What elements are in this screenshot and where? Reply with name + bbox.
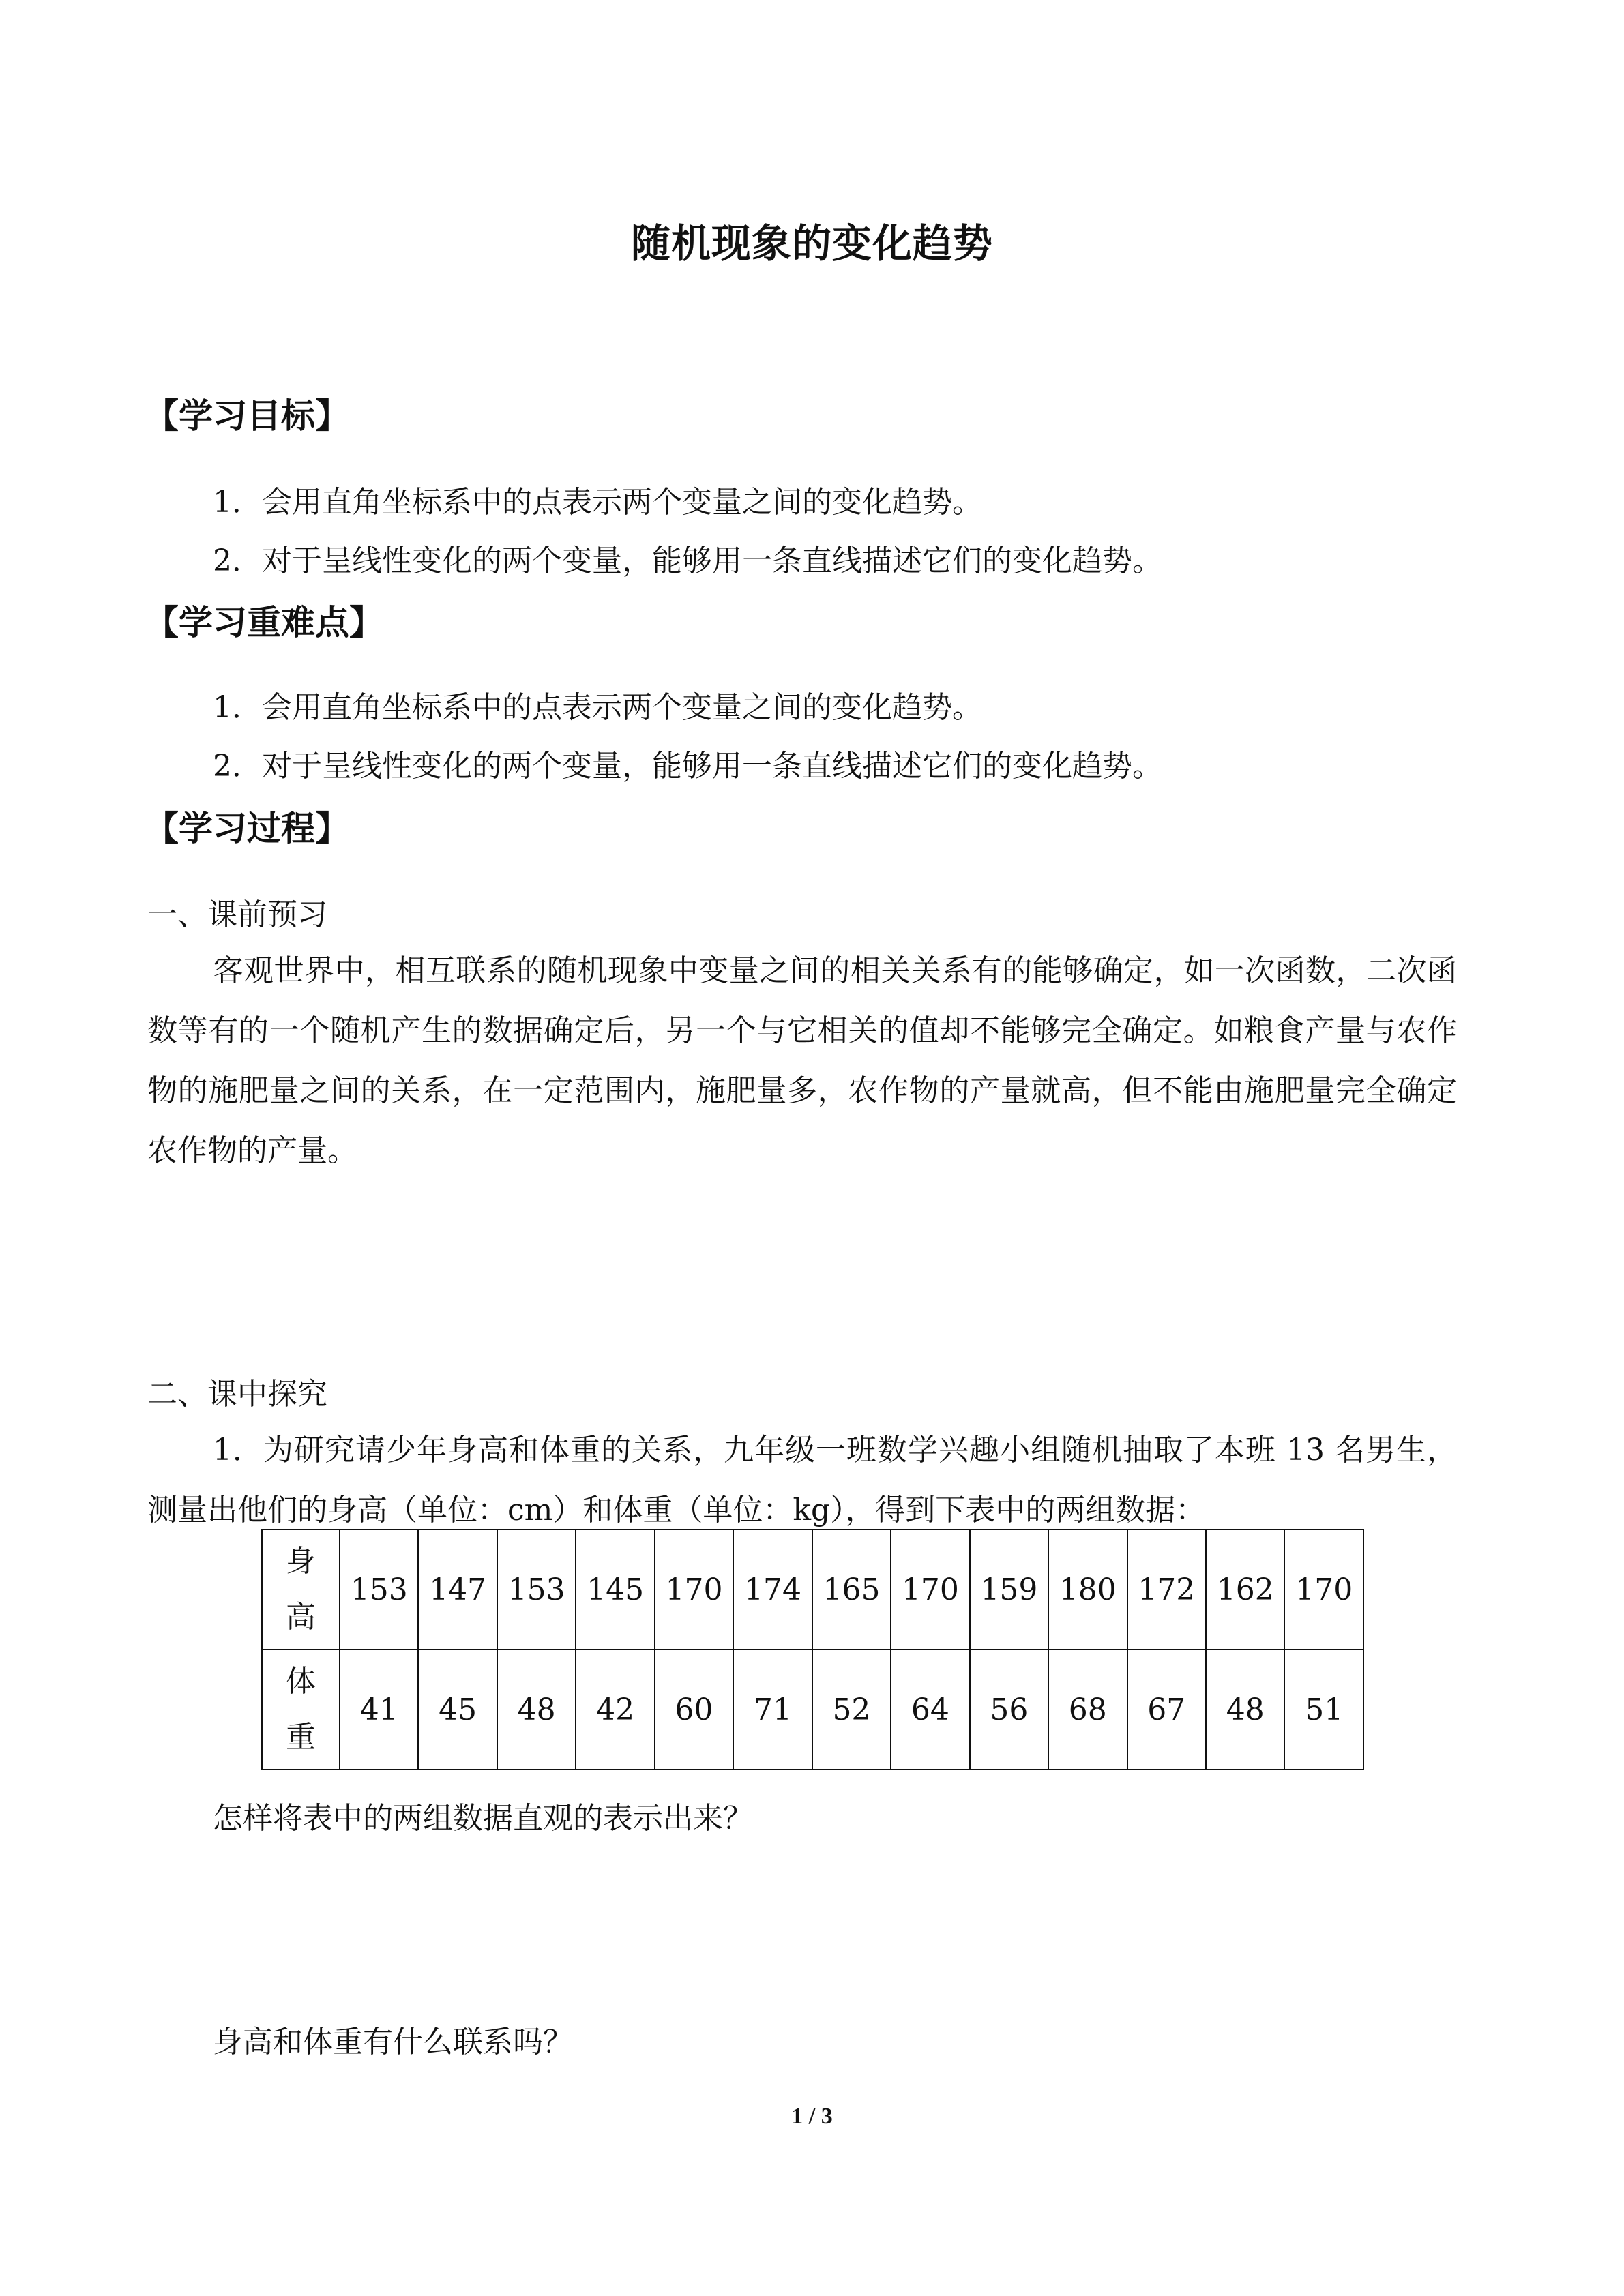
height-cell: 162 [1206,1530,1284,1650]
weight-cell: 52 [812,1650,891,1770]
objective-item-2: 2．对于呈线性变化的两个变量，能够用一条直线描述它们的变化趋势。 [213,543,1162,578]
height-cell: 165 [812,1530,891,1650]
weight-cell: 71 [733,1650,812,1770]
explore-paragraph-text: 1．为研究请少年身高和体重的关系，九年级一班数学兴趣小组随机抽取了本班 13 名男生，测量出他们的身高（单位：cm）和体重（单位：kg），得到下表中的两组数据： [147,1433,1457,1527]
preview-section-label: 一、课前预习 [147,897,327,932]
key-point-item-1: 1．会用直角坐标系中的点表示两个变量之间的变化趋势。 [213,690,982,725]
weight-row [262,1650,1363,1770]
height-label-char-1: 身 [286,1544,316,1579]
weight-cell: 48 [497,1650,576,1770]
key-points-heading: 【学习重难点】 [145,603,383,642]
page-title: 随机现象的变化趋势 [630,220,993,267]
height-row [262,1530,1363,1650]
question-1: 怎样将表中的两组数据直观的表示出来？ [213,1801,753,1836]
height-cell: 145 [576,1530,654,1650]
objectives-heading: 【学习目标】 [145,396,349,436]
weight-cell: 64 [891,1650,969,1770]
weight-cell: 48 [1206,1650,1284,1770]
weight-cell: 68 [1048,1650,1127,1770]
height-cell: 147 [418,1530,497,1650]
weight-label-char-1: 体 [286,1664,316,1699]
weight-cell: 41 [340,1650,418,1770]
explore-section-label: 二、课中探究 [147,1377,327,1412]
question-2: 身高和体重有什么联系吗？ [213,2025,573,2059]
height-cell: 153 [340,1530,418,1650]
height-cell: 153 [497,1530,576,1650]
objective-item-1: 1．会用直角坐标系中的点表示两个变量之间的变化趋势。 [213,485,982,520]
weight-cell: 60 [655,1650,733,1770]
explore-paragraph [147,1420,1457,1540]
key-point-item-2: 2．对于呈线性变化的两个变量，能够用一条直线描述它们的变化趋势。 [213,749,1162,784]
height-label-char-2: 高 [286,1600,316,1635]
height-weight-table [261,1529,1364,1770]
height-cell: 170 [1284,1530,1363,1650]
height-cell: 170 [891,1530,969,1650]
preview-paragraph-text: 客观世界中，相互联系的随机现象中变量之间的相关关系有的能够确定，如一次函数，二次函数等有的一个随机产生的数据确定后，另一个与它相关的值却不能够完全确定。如粮食产量与农作物的施肥量之间的关系，在一定范围内，施肥量多，农作物的产量就高，但不能由施肥量完全确定农作物的产量。 [147,953,1457,1168]
weight-cell: 56 [970,1650,1048,1770]
height-label-cell [262,1530,340,1650]
weight-cell: 42 [576,1650,654,1770]
weight-cell: 45 [418,1650,497,1770]
weight-cell: 67 [1127,1650,1206,1770]
height-cell: 170 [655,1530,733,1650]
height-cell: 174 [733,1530,812,1650]
weight-label-char-2: 重 [286,1720,316,1755]
page-number: 1 / 3 [791,2104,833,2129]
preview-paragraph [147,941,1457,1181]
height-cell: 172 [1127,1530,1206,1650]
weight-label-cell [262,1650,340,1770]
height-cell: 159 [970,1530,1048,1650]
process-heading: 【学习过程】 [145,809,349,848]
weight-cell: 51 [1284,1650,1363,1770]
height-cell: 180 [1048,1530,1127,1650]
